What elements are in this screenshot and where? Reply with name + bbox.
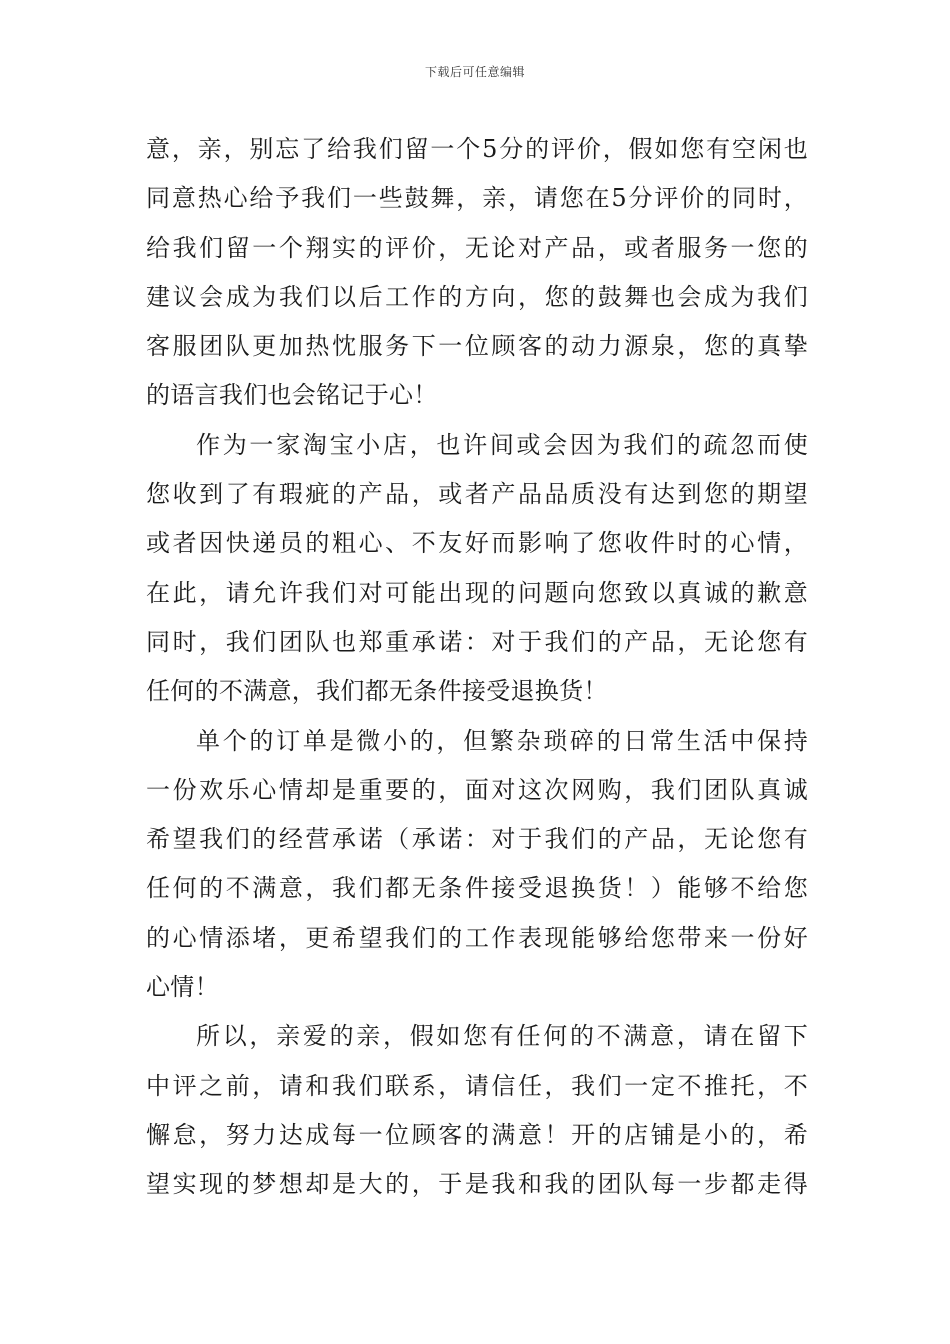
text-line: 中评之前，请和我们联系，请信任，我们一定不推托，不 xyxy=(146,1071,808,1100)
text-line: 您收到了有瑕疵的产品，或者产品品质没有达到您的期望 xyxy=(146,480,808,509)
text-line: 客服团队更加热忱服务下一位顾客的动力源泉，您的真挚 xyxy=(146,332,808,361)
text-line: 建议会成为我们以后工作的方向，您的鼓舞也会成为我们 xyxy=(146,282,808,311)
text-line: 给我们留一个翔实的评价，无论对产品，或者服务一您的 xyxy=(146,233,808,262)
text-line: 在此，请允许我们对可能出现的问题向您致以真诚的歉意 xyxy=(146,578,808,607)
page-header: 下载后可任意编辑 xyxy=(424,65,525,79)
text-line: 所以，亲爱的亲，假如您有任何的不满意，请在留下 xyxy=(196,1022,808,1051)
paragraph xyxy=(146,125,808,421)
text-line: 懈怠，努力达成每一位顾客的满意！开的店铺是小的，希 xyxy=(146,1120,808,1149)
text-line: 作为一家淘宝小店，也许间或会因为我们的疏忽而使 xyxy=(196,430,808,459)
paragraph xyxy=(146,717,808,1013)
text-line: 的语言我们也会铭记于心！ xyxy=(146,381,438,410)
text-line: 单个的订单是微小的，但繁杂琐碎的日常生活中保持 xyxy=(196,726,808,755)
text-line: 意，亲，别忘了给我们留一个5分的评价，假如您有空闲也 xyxy=(146,135,808,163)
text-line: 任何的不满意，我们都无条件接受退换货！）能够不给您 xyxy=(146,874,808,903)
text-line: 或者因快递员的粗心、不友好而影响了您收件时的心情， xyxy=(146,529,808,558)
text-line: 希望我们的经营承诺（承诺：对于我们的产品，无论您有 xyxy=(146,825,808,854)
text-line: 同时，我们团队也郑重承诺：对于我们的产品，无论您有 xyxy=(146,627,808,656)
text-line: 望实现的梦想却是大的，于是我和我的团队每一步都走得 xyxy=(146,1170,808,1199)
text-line: 的心情添堵，更希望我们的工作表现能够给您带来一份好 xyxy=(146,923,808,952)
paragraph xyxy=(146,421,808,717)
text-line: 任何的不满意，我们都无条件接受退换货！ xyxy=(146,677,608,706)
text-line: 同意热心给予我们一些鼓舞，亲，请您在5分评价的同时， xyxy=(146,184,808,213)
document-body xyxy=(146,125,808,1210)
paragraph xyxy=(146,1012,808,1209)
text-line: 一份欢乐心情却是重要的，面对这次网购，我们团队真诚 xyxy=(146,775,808,804)
text-line: 心情！ xyxy=(146,973,219,1002)
